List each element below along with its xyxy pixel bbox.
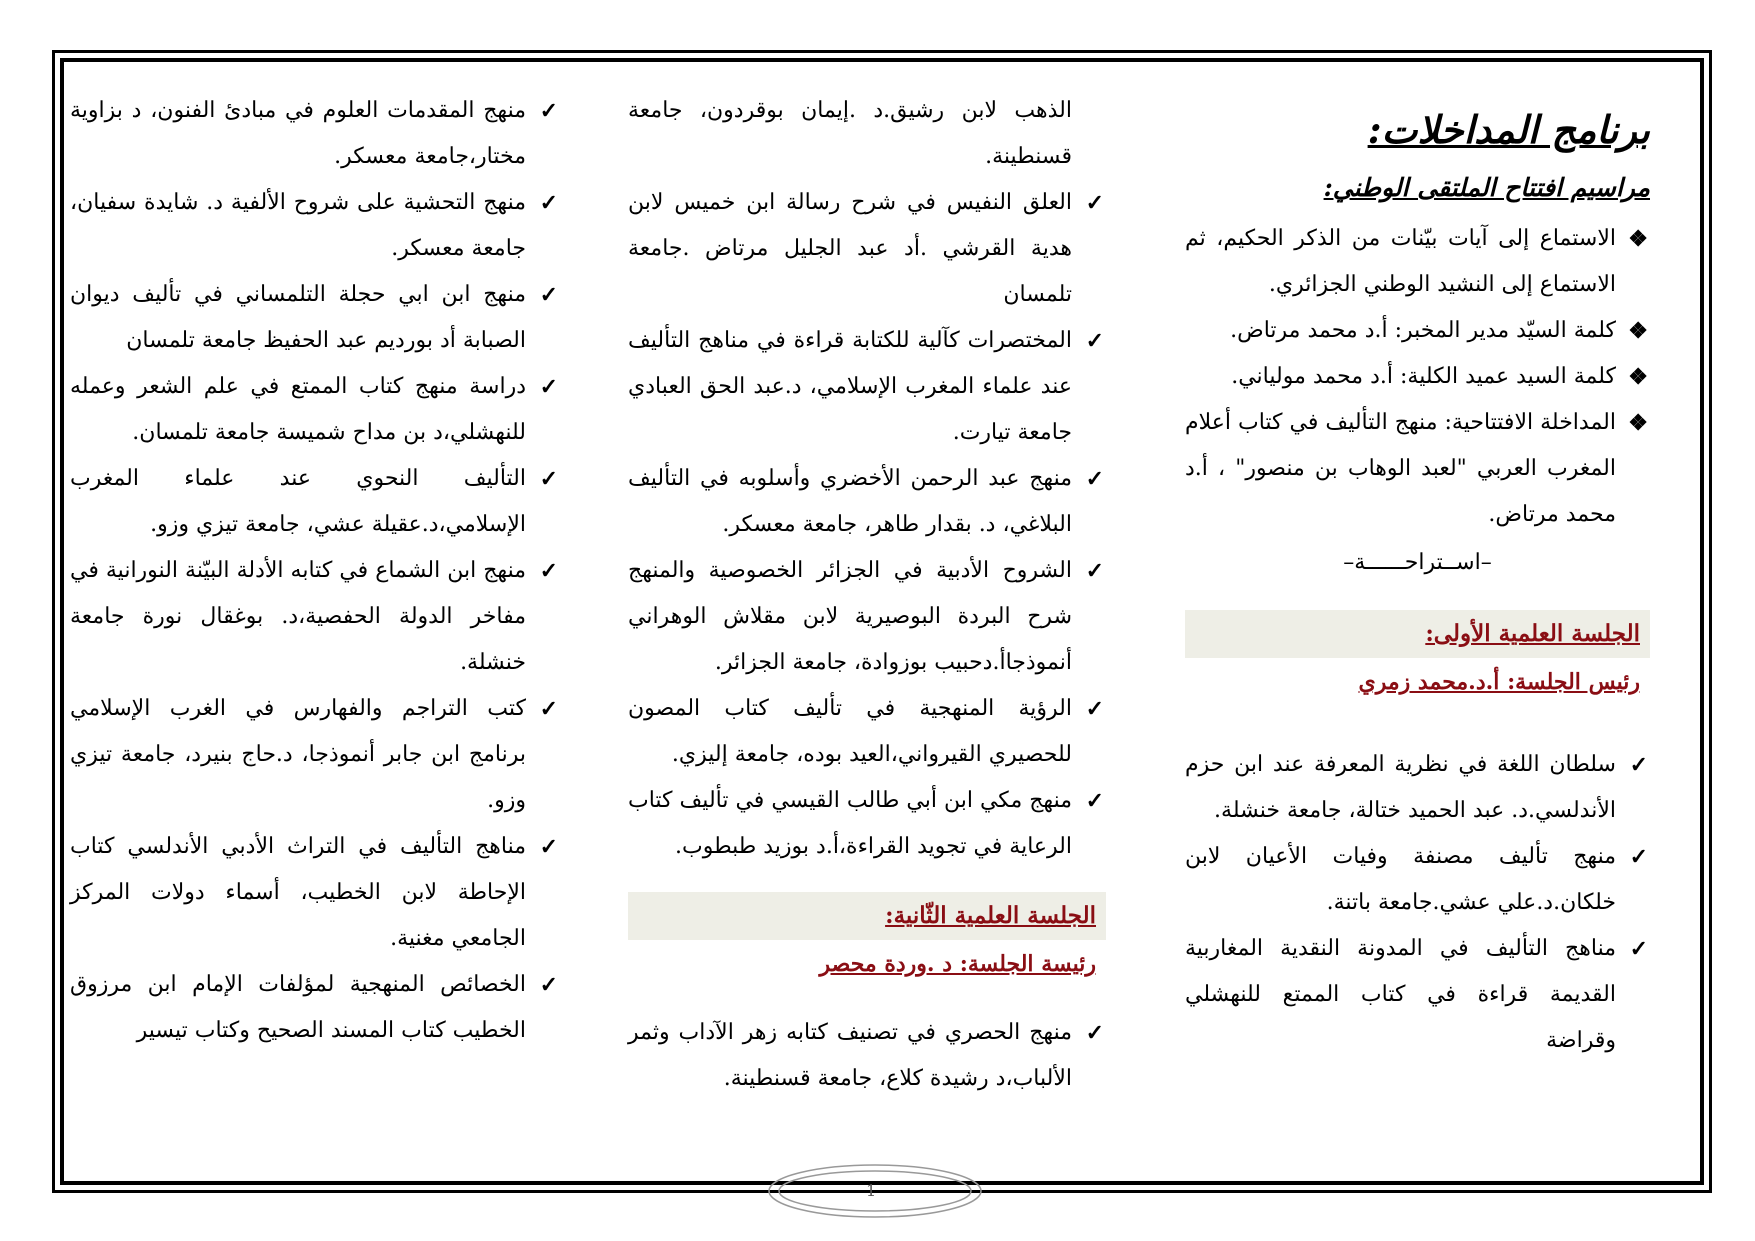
- checkmark-icon: ✓: [1085, 190, 1104, 216]
- list-item: ✓ مناهج التأليف في التراث الأدبي الأندلسي كتاب الإحاطة لابن الخطيب، أسماء دولات المركز الجامعي مغنية.: [70, 824, 560, 962]
- middle-column: [628, 88, 1106, 1102]
- list-item: ❖ الاستماع إلى آيات بيّنات من الذكر الحكيم، ثم الاستماع إلى النشيد الوطني الجزائري.: [1185, 216, 1650, 308]
- diamond-bullet-icon: ❖: [1628, 364, 1648, 390]
- checkmark-icon: ✓: [539, 466, 558, 492]
- checkmark-icon: ✓: [1085, 1020, 1104, 1046]
- checkmark-icon: ✓: [539, 98, 558, 124]
- session2-chair: رئيسة الجلسة: د .وردة محصر: [819, 951, 1096, 977]
- list-item: ✓ سلطان اللغة في نظرية المعرفة عند ابن حزم الأندلسي.د. عبد الحميد ختالة، جامعة خنشلة.: [1185, 742, 1650, 834]
- left-column: [70, 88, 560, 1054]
- list-item: ✓ منهج الحصري في تصنيف كتابه زهر الآداب وثمر الألباب،د رشيدة كلاع، جامعة قسنطينة.: [628, 1010, 1106, 1102]
- session2-heading: الجلسة العلمية الثّانية:: [628, 892, 1106, 940]
- checkmark-icon: ✓: [539, 282, 558, 308]
- list-item-continuation: الذهب لابن رشيق.د .إيمان بوقردون، جامعة قسنطينة.: [628, 98, 1072, 169]
- session1-heading: الجلسة العلمية الأولى:: [1185, 610, 1650, 658]
- session2-list: [628, 1010, 1106, 1102]
- list-item: ✓ التأليف النحوي عند علماء المغرب الإسلامي،د.عقيلة عشي، جامعة تيزي وزو.: [70, 456, 560, 548]
- list-item: ✓ منهج التحشية على شروح الألفية د. شايدة سفيان، جامعة معسكر.: [70, 180, 560, 272]
- right-column: [1185, 100, 1650, 1064]
- list-item: ✓ الخصائص المنهجية لمؤلفات الإمام ابن مرزوق الخطيب كتاب المسند الصحيح وكتاب تيسير: [70, 962, 560, 1054]
- checkmark-icon: ✓: [1085, 466, 1104, 492]
- session1-chair: رئيس الجلسة: أ.د.محمد زمري: [1358, 669, 1640, 695]
- checkmark-icon: ✓: [539, 972, 558, 998]
- session1-list: [1185, 742, 1650, 1064]
- checkmark-icon: ✓: [539, 374, 558, 400]
- left-list: [70, 88, 560, 1054]
- list-item: ❖ المداخلة الافتتاحية: منهج التأليف في كتاب أعلام المغرب العربي "لعبد الوهاب بن منصور" ، أ.د محمد مرتاض.: [1185, 400, 1650, 538]
- list-item: ✓ مناهج التأليف في المدونة النقدية المغاربية القديمة قراءة في كتاب الممتع للنهشلي وقراضة: [1185, 926, 1650, 1064]
- checkmark-icon: ✓: [539, 696, 558, 722]
- list-item: ✓ منهج تأليف مصنفة وفيات الأعيان لابن خلكان.د.علي عشي.جامعة باتنة.: [1185, 834, 1650, 926]
- checkmark-icon: ✓: [1085, 788, 1104, 814]
- program-title: برنامج المداخلات:: [1367, 107, 1650, 152]
- checkmark-icon: ✓: [539, 558, 558, 584]
- checkmark-icon: ✓: [1085, 558, 1104, 584]
- list-item: ✓ منهج المقدمات العلوم في مبادئ الفنون، د بزاوية مختار،جامعة معسكر.: [70, 88, 560, 180]
- opening-ceremony-heading: مراسيم افتتاح الملتقى الوطني:: [1323, 173, 1650, 202]
- list-item: ❖ كلمة السيد عميد الكلية: أ.د محمد مولياني.: [1185, 354, 1650, 400]
- diamond-bullet-icon: ❖: [1628, 410, 1648, 436]
- checkmark-icon: ✓: [1629, 844, 1648, 870]
- list-item: ✓ دراسة منهج كتاب الممتع في علم الشعر وعمله للنهشلي،د بن مداح شميسة جامعة تلمسان.: [70, 364, 560, 456]
- list-item: ❖ كلمة السيّد مدير المخبر: أ.د محمد مرتاض.: [1185, 308, 1650, 354]
- middle-list: [628, 88, 1106, 870]
- checkmark-icon: ✓: [539, 190, 558, 216]
- list-item: ✓ كتب التراجم والفهارس في الغرب الإسلامي برنامج ابن جابر أنموذجا، د.حاج بنيرد، جامعة تيزي وزو.: [70, 686, 560, 824]
- list-item: ✓ المختصرات كآلية للكتابة قراءة في مناهج التأليف عند علماء المغرب الإسلامي، د.عبد الحق العبادي جامعة تيارت.: [628, 318, 1106, 456]
- list-item: ✓ الشروح الأدبية في الجزائر الخصوصية والمنهج شرح البردة البوصيرية لابن مقلاش الوهراني أنموذجاأ.دحبيب بوزوادة، جامعة الجزائر.: [628, 548, 1106, 686]
- list-item: ✓ منهج ابن الشماع في كتابه الأدلة البيّنة النورانية في مفاخر الدولة الحفصية،د. بوغقال نورة جامعة خنشلة.: [70, 548, 560, 686]
- list-item: ✓ منهج ابن ابي حجلة التلمساني في تأليف ديوان الصبابة أد بورديم عبد الحفيظ جامعة تلمسان: [70, 272, 560, 364]
- checkmark-icon: ✓: [1629, 936, 1648, 962]
- diamond-bullet-icon: ❖: [1628, 226, 1648, 252]
- list-item: ✓ الرؤية المنهجية في تأليف كتاب المصون للحصيري القيرواني،العيد بوده، جامعة إليزي.: [628, 686, 1106, 778]
- list-item: ✓ منهج مكي ابن أبي طالب القيسي في تأليف كتاب الرعاية في تجويد القراءة،أ.د بوزيد طبطوب.: [628, 778, 1106, 870]
- diamond-bullet-icon: ❖: [1628, 318, 1648, 344]
- checkmark-icon: ✓: [1085, 328, 1104, 354]
- checkmark-icon: ✓: [1629, 752, 1648, 778]
- break-label: –اســتراحــــــة–: [1343, 550, 1492, 575]
- page-number: 1: [866, 1181, 877, 1200]
- list-item: ✓ العلق النفيس في شرح رسالة ابن خميس لابن هدية القرشي .أد عبد الجليل مرتاض .جامعة تلمسان: [628, 180, 1106, 318]
- checkmark-icon: ✓: [1085, 696, 1104, 722]
- opening-list: [1185, 216, 1650, 538]
- list-item: ✓ منهج عبد الرحمن الأخضري وأسلوبه في التأليف البلاغي، د. بقدار طاهر، جامعة معسكر.: [628, 456, 1106, 548]
- checkmark-icon: ✓: [539, 834, 558, 860]
